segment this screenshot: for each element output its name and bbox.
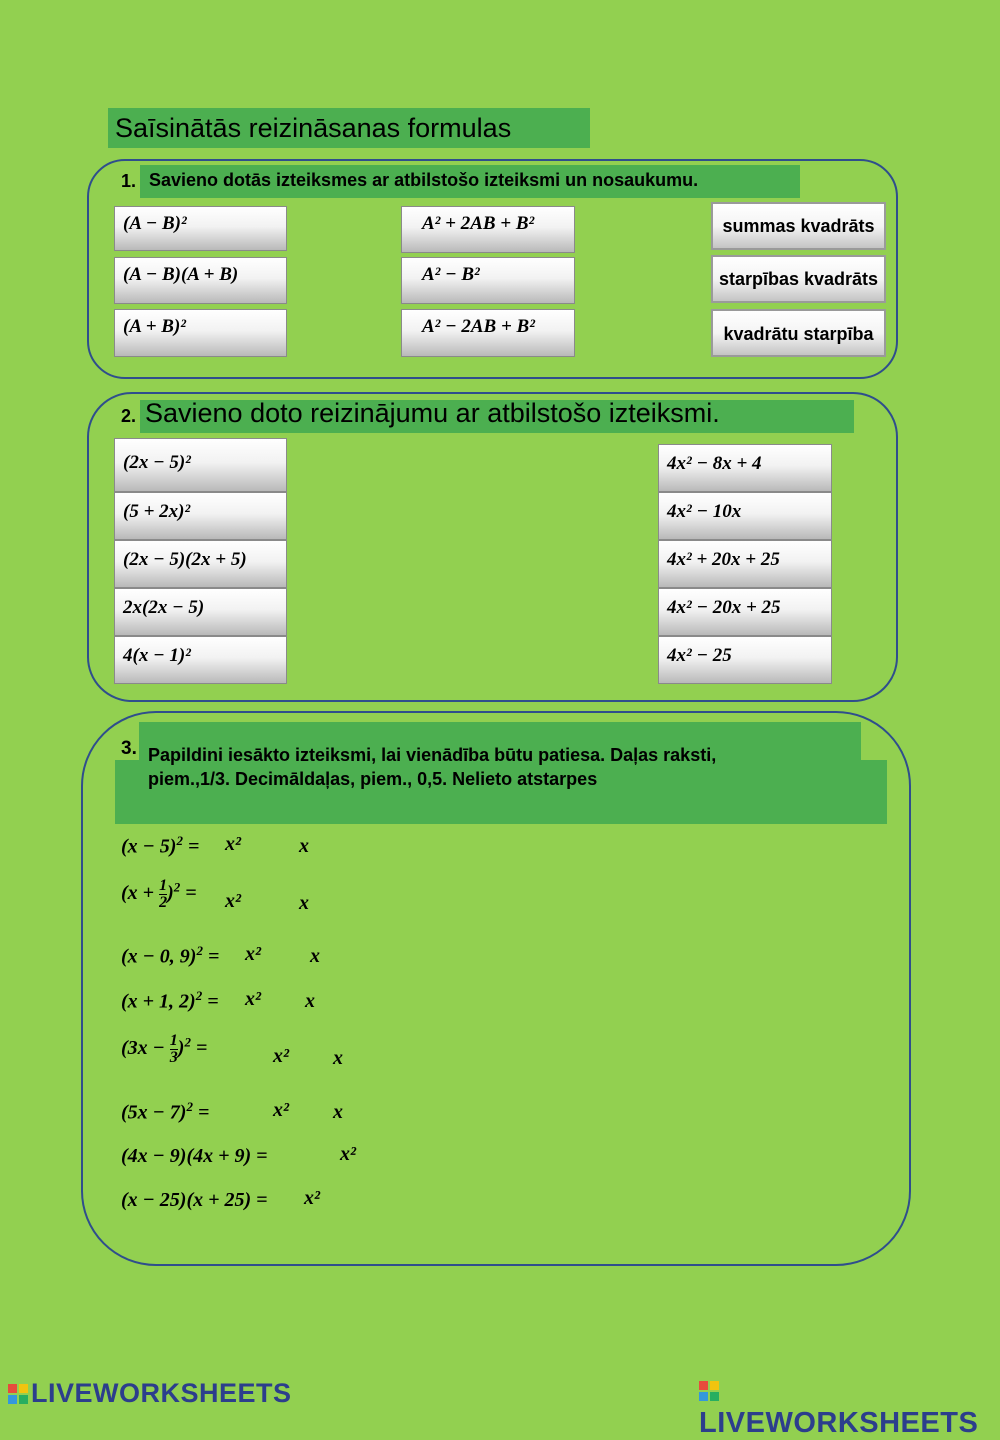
- section-3-number: 3.: [121, 738, 137, 759]
- section-3-instruction-line-1: Papildini iesākto izteiksmi, lai vienādība būtu patiesa. Daļas raksti,: [148, 745, 717, 765]
- s1-left-box-3[interactable]: (A + B)²: [114, 309, 287, 357]
- eq-row-3-eq: =: [207, 945, 220, 968]
- s2-left-box-2[interactable]: (5 + 2x)²: [114, 492, 287, 540]
- eq-row-4-lhs: (x + 1, 2): [121, 990, 196, 1013]
- eq-row-1-input-a[interactable]: [208, 834, 226, 862]
- liveworksheets-logo-left: [8, 1378, 292, 1409]
- section-1-number: 1.: [121, 171, 137, 191]
- s2-right-box-4[interactable]: 4x² − 20x + 25: [658, 588, 832, 636]
- eq-row-2-input-b[interactable]: [255, 892, 299, 920]
- s1-middle-box-1[interactable]: A² + 2AB + B²: [401, 206, 575, 253]
- eq-row-4-exp: 2: [195, 988, 203, 1003]
- liveworksheets-logo-icon: [699, 1381, 719, 1401]
- liveworksheets-logo-right: [699, 1374, 1000, 1440]
- eq-row-8-eq: =: [256, 1189, 268, 1211]
- eq-row-8-term-x2: x²: [304, 1187, 320, 1209]
- eq-row-7-eq: =: [256, 1145, 268, 1167]
- eq-row-3-term-x: x: [310, 945, 320, 967]
- eq-row-6-term-x: x: [333, 1101, 343, 1123]
- eq-row-6-input-b[interactable]: [300, 1100, 334, 1128]
- eq-row-2-exp: 2: [173, 879, 181, 895]
- eq-row-5-term-x2: x²: [273, 1045, 289, 1067]
- section-2-number: 2.: [121, 406, 137, 426]
- eq-row-5-input-a[interactable]: [232, 1046, 274, 1074]
- eq-row-2-input-c[interactable]: [315, 892, 359, 920]
- eq-row-3-input-c[interactable]: [326, 944, 370, 972]
- eq-row-4-eq: =: [207, 990, 219, 1013]
- section-1-instruction: Savieno dotās izteiksmes ar atbilstošo izteiksmi un nosaukumu.: [149, 170, 699, 190]
- eq-row-7-input-a[interactable]: [300, 1145, 340, 1173]
- s2-right-box-3[interactable]: 4x² + 20x + 25: [658, 540, 832, 588]
- eq-row-3-lhs: (x − 0, 9): [121, 945, 197, 968]
- eq-row-5-input-c[interactable]: [350, 1046, 394, 1074]
- s2-left-box-4[interactable]: 2x(2x − 5): [114, 588, 287, 636]
- s1-label-summas-kvadrats[interactable]: summas kvadrāts: [711, 202, 886, 250]
- eq-row-6-lhs: (5x − 7): [121, 1101, 187, 1124]
- liveworksheets-logo-text: LIVEWORKSHEETS: [31, 1378, 292, 1408]
- s1-label-starpibas-kvadrats[interactable]: starpības kvadrāts: [711, 255, 886, 303]
- eq-row-6: [121, 1099, 209, 1125]
- eq-row-8-input-b[interactable]: [332, 1189, 386, 1217]
- eq-row-6-term-x2: x²: [273, 1099, 289, 1121]
- eq-row-7-input-b[interactable]: [368, 1145, 422, 1173]
- eq-row-5-lhs-b: ): [177, 1037, 185, 1060]
- eq-row-6-input-c[interactable]: [350, 1100, 394, 1128]
- eq-row-6-eq: =: [197, 1101, 210, 1124]
- eq-row-4-input-c[interactable]: [322, 989, 366, 1017]
- s2-right-box-5[interactable]: 4x² − 25: [658, 636, 832, 684]
- s2-left-box-3[interactable]: (2x − 5)(2x + 5): [114, 540, 287, 588]
- s1-middle-box-3[interactable]: A² − 2AB + B²: [401, 309, 575, 357]
- eq-row-7-lhs: (4x − 9)(4x + 9): [121, 1145, 252, 1167]
- eq-row-5-lhs-a: (3x −: [121, 1037, 170, 1060]
- s1-left-box-2[interactable]: (A − B)(A + B): [114, 257, 287, 304]
- eq-row-1-eq: =: [187, 835, 200, 858]
- s1-middle-box-2[interactable]: A² − B²: [401, 257, 575, 304]
- eq-row-8: [121, 1189, 268, 1212]
- liveworksheets-logo-icon: [8, 1384, 28, 1404]
- eq-row-2-fraction: [159, 878, 167, 911]
- eq-row-1-input-c[interactable]: [315, 834, 359, 862]
- eq-row-2-lhs-a: (x +: [121, 882, 160, 905]
- eq-row-4-term-x: x: [305, 990, 315, 1012]
- eq-row-5-input-b[interactable]: [300, 1046, 334, 1074]
- section-2-instruction: Savieno doto reizinājumu ar atbilstošo izteiksmi.: [145, 398, 720, 428]
- eq-row-1-input-b[interactable]: [255, 834, 299, 862]
- eq-row-2: [121, 878, 197, 911]
- eq-row-1-exp: 2: [176, 833, 183, 848]
- s2-left-box-1[interactable]: (2x − 5)²: [114, 438, 287, 492]
- eq-row-5-term-x: x: [333, 1047, 343, 1069]
- eq-row-5: [121, 1033, 207, 1066]
- s2-left-box-5[interactable]: 4(x − 1)²: [114, 636, 287, 684]
- s1-label-kvadratu-starpiba[interactable]: kvadrātu starpība: [711, 309, 886, 357]
- eq-row-8-lhs: (x − 25)(x + 25): [121, 1189, 252, 1211]
- eq-row-3-term-x2: x²: [245, 943, 261, 965]
- eq-row-7-term-x2: x²: [340, 1143, 356, 1165]
- eq-row-4-term-x2: x²: [245, 988, 261, 1010]
- eq-row-1-lhs: (x − 5): [121, 835, 177, 858]
- eq-row-5-fraction: [170, 1033, 178, 1066]
- eq-row-1-term-x2: x²: [225, 833, 241, 855]
- eq-row-3-exp: 2: [196, 943, 203, 958]
- eq-row-6-input-a[interactable]: [232, 1100, 274, 1128]
- s2-right-box-2[interactable]: 4x² − 10x: [658, 492, 832, 540]
- eq-row-2-eq: =: [185, 882, 197, 905]
- eq-row-3: [121, 943, 219, 969]
- eq-row-6-exp: 2: [186, 1099, 193, 1114]
- eq-row-5-exp: 2: [184, 1034, 191, 1050]
- eq-row-4-input-b[interactable]: [272, 989, 306, 1017]
- eq-row-1-term-x: x: [299, 835, 309, 857]
- eq-row-2-term-x: x: [299, 892, 309, 914]
- eq-row-5-eq: =: [195, 1037, 208, 1060]
- eq-row-2-lhs-b: ): [167, 882, 174, 905]
- eq-row-2-numerator: 1: [159, 877, 168, 894]
- s1-left-box-1[interactable]: (A − B)²: [114, 206, 287, 251]
- eq-row-5-denominator: 3: [169, 1049, 178, 1066]
- s2-right-box-1[interactable]: 4x² − 8x + 4: [658, 444, 832, 492]
- section-3-instruction-line-2: piem.,1/3. Decimāldaļas, piem., 0,5. Nelieto atstarpes: [148, 769, 598, 789]
- eq-row-5-numerator: 1: [169, 1032, 178, 1049]
- page-title: Saīsinātās reizināsanas formulas: [108, 108, 590, 148]
- eq-row-3-input-b[interactable]: [272, 944, 312, 972]
- liveworksheets-logo-text: LIVEWORKSHEETS: [699, 1407, 979, 1439]
- eq-row-4: [121, 988, 219, 1014]
- eq-row-2-denominator: 2: [159, 894, 168, 911]
- eq-row-2-term-x2: x²: [225, 890, 241, 912]
- eq-row-7: [121, 1145, 268, 1168]
- eq-row-1: [121, 833, 199, 859]
